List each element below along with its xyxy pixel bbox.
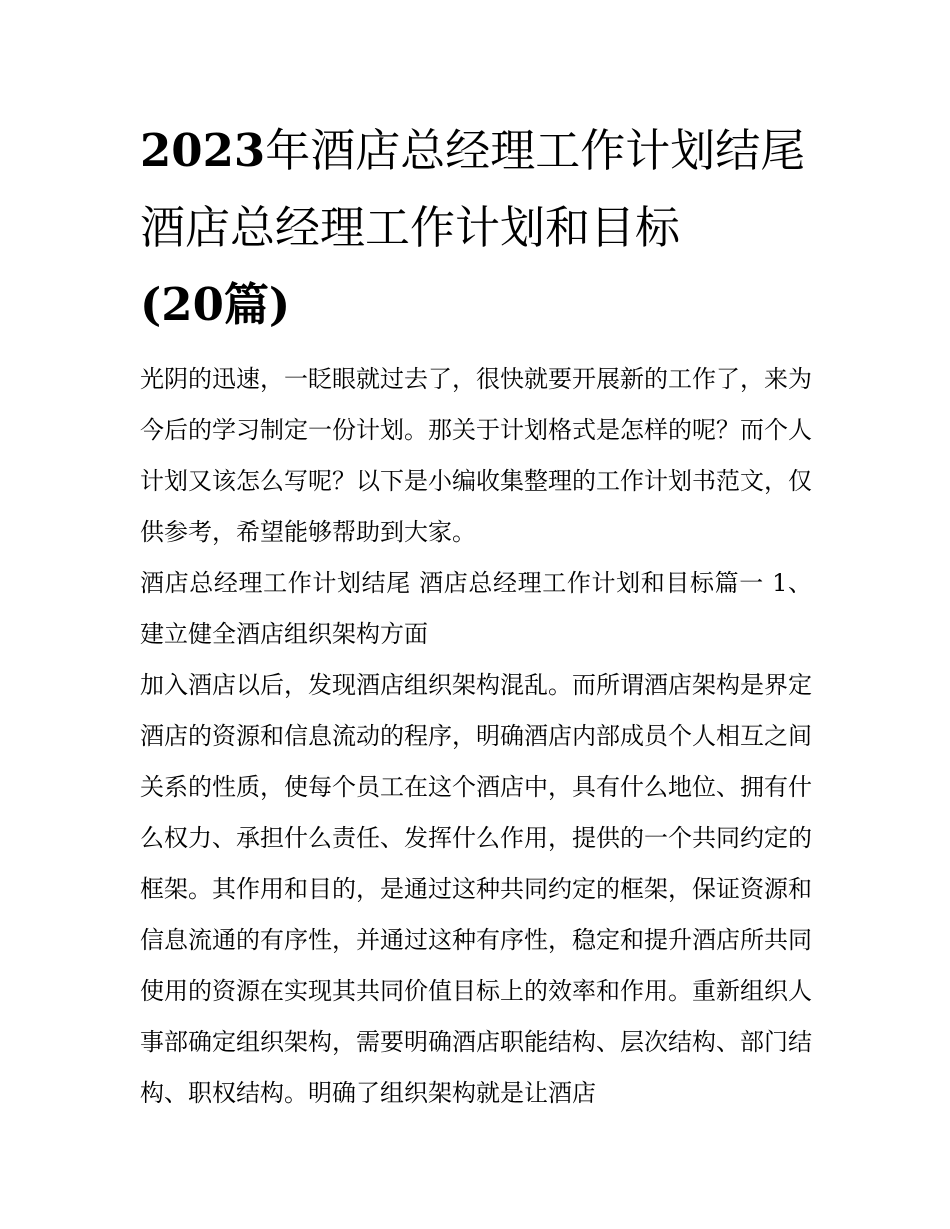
title-suffix-open: ( bbox=[140, 278, 162, 331]
body-paragraph: 加入酒店以后，发现酒店组织架构混乱。而所谓酒店架构是界定酒店的资源和信息流动的程序，明确酒店内部成员个人相互之间关系的性质，使每个员工在这个酒店中，具有什么地位、拥有什么权力、承担什么责任、发挥什么作用，提供的一个共同约定的框架。其作用和目的，是通过这种共同约定的框架，保证资源和信息流通的有序性，并通过这种有序性，稳定和提升酒店所共同使用的资源在实现其共同价值目标上的效率和作用。重新组织人事部确定组织架构，需要明确酒店职能结构、层次结构、部门结构、职权结构。明确了组织架构就是让酒店 bbox=[140, 671, 812, 1107]
title-year: 2023 bbox=[140, 124, 266, 177]
intro-paragraph: 光阴的迅速，一眨眼就过去了，很快就要开展新的工作了，来为今后的学习制定一份计划。那关于计划格式是怎样的呢？而个人计划又该怎么写呢？以下是小编收集整理的工作计划书范文，仅供参考，希望能够帮助到大家。 bbox=[140, 365, 812, 546]
title-text: 年酒店总经理工作计划结尾 酒店总经理工作计划和目标 bbox=[140, 124, 806, 254]
document-title bbox=[140, 112, 812, 343]
title-suffix-close: 篇) bbox=[223, 278, 291, 331]
document-content bbox=[140, 112, 812, 1119]
section-heading-paragraph: 酒店总经理工作计划结尾 酒店总经理工作计划和目标篇一 1、建立健全酒店组织架构方面 bbox=[140, 569, 812, 648]
title-suffix-number: 20 bbox=[161, 278, 224, 331]
